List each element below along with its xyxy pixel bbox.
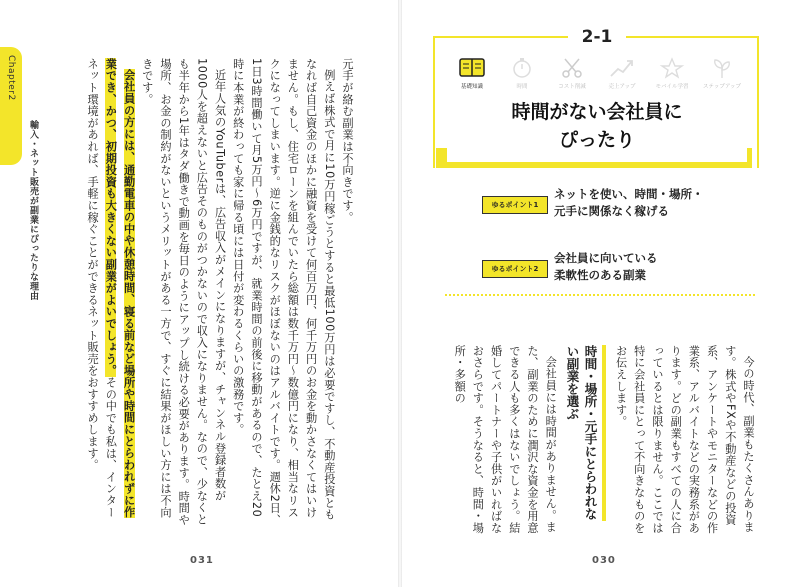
highlight-text: 通勤電車の中や休憩時間、寝る前など場所や時間にとらわれずに作業でき、かつ、初期投資も大きくない副業がよいでしょう。 [104,58,136,518]
sprout-icon [708,56,736,80]
running-head: 輸入・ネット販売が副業にぴったりな理由 [28,120,38,301]
section-number: 2-1 [568,24,626,50]
category-label: 基礎知識 [460,84,483,90]
dashed-rule-left [448,36,558,38]
dotted-separator [445,294,755,296]
point-text [554,250,744,284]
paragraph: 例えば株式で月に10万円稼ごうとすると最低100万円は必要ですし、不動産投資ともなれば自己資金のほかに融資を受けて何百万円、何千万円のお金を動かさなくてはいけません。もし、住宅ローンを組んでいたら総額は数千万円〜数億円になり、相当なリスクになってしまいます。逆に金銭的なリスクがほぼないのはアルバイトです。週休2日、1日3時間働いて月5万円〜6万円ですが、就業時間の前後に移動があるので、たとえ20時に本業が終わっても家に帰る頃には日付が変わるくらいの激務です。 [231,58,336,526]
paragraph-tail: その中でも私は、インターネット環境があれば、手軽に稼ぐことができるネット販売をおすすめします。 [86,58,118,519]
category-icon-row [449,56,749,96]
paragraph: 元手が絡む副業は不向きです。 [341,58,354,224]
category-label: 時間 [516,84,528,90]
chart-up-icon [608,56,636,80]
category-label: ステップアップ [702,84,741,90]
chapter-tab[interactable] [0,47,22,165]
category-sales[interactable] [599,56,645,90]
category-basic[interactable] [449,56,495,90]
point-badge: ゆるポイント2 [482,260,548,278]
paragraph: 近年人気のYouTuberは、広告収入がメインになりますが、チャンネル登録者数が1000人を超えないと広告そのものがつかないので収入になりません。なので、少なくとも半年から1年はタダ働きで動画を毎日のようにアップし続ける必要があります。時間や場所、お金の制約がないというメリットがある一方で、すぐに結果がほしい方には不向きです。 [140,58,227,526]
category-label: 売上アップ [608,84,636,90]
point-text-line: ネットを使い、時間・場所・ [554,187,704,201]
highlight-intro: 会社員の方には、 [122,69,136,164]
book-icon [458,56,486,80]
left-body-text [83,58,356,526]
chapter-tab-label: Chapter2 [6,55,16,101]
category-mobile[interactable] [649,56,695,90]
category-label: モバイル学習 [655,84,689,90]
category-label: コスト削減 [558,84,586,90]
page-number: 030 [592,555,616,566]
dashed-rule-right [636,36,748,38]
point-text-line: 柔軟性のある副業 [554,268,646,282]
point-badge: ゆるポイント1 [482,196,548,214]
highlight-paragraph [83,58,138,526]
section-title-line: 時間がない会社員に [511,101,683,123]
paragraph: 今の時代、副業もたくさんあります。株式やFXや不動産などの投資系、アンケートやモニターなどの作業系、アルバイトなどの実務系があります。どの副業もすべての人に合っているとは限りません。ここでは特に会社員にとって不向きなものをお伝えします。 [614,345,755,534]
category-stepup[interactable] [699,56,745,90]
category-time[interactable] [499,56,545,90]
paragraph: 会社員には時間がありません。また、副業のために潤沢な資金を用意できる人も多くはないでしょう。結婚してパートナーや子供がいればなおさらです。そうなると、時間・場所・多額の [453,345,558,534]
section-title [447,98,747,162]
star-icon [658,56,686,80]
section-title-line: ぴったり [558,129,635,151]
body-text [450,345,559,540]
stopwatch-icon [508,56,536,80]
scissors-icon [558,56,586,80]
subheading: 時間・場所・元手にとらわれない副業を選ぶ [563,345,606,521]
point-text-line: 会社員に向いている [554,251,658,265]
intro-text [611,345,757,540]
category-cost[interactable] [549,56,595,90]
point-text-line: 元手に関係なく稼げる [554,204,669,218]
point-text [554,186,744,220]
page-number: 031 [190,555,214,566]
book-gutter [398,0,402,587]
